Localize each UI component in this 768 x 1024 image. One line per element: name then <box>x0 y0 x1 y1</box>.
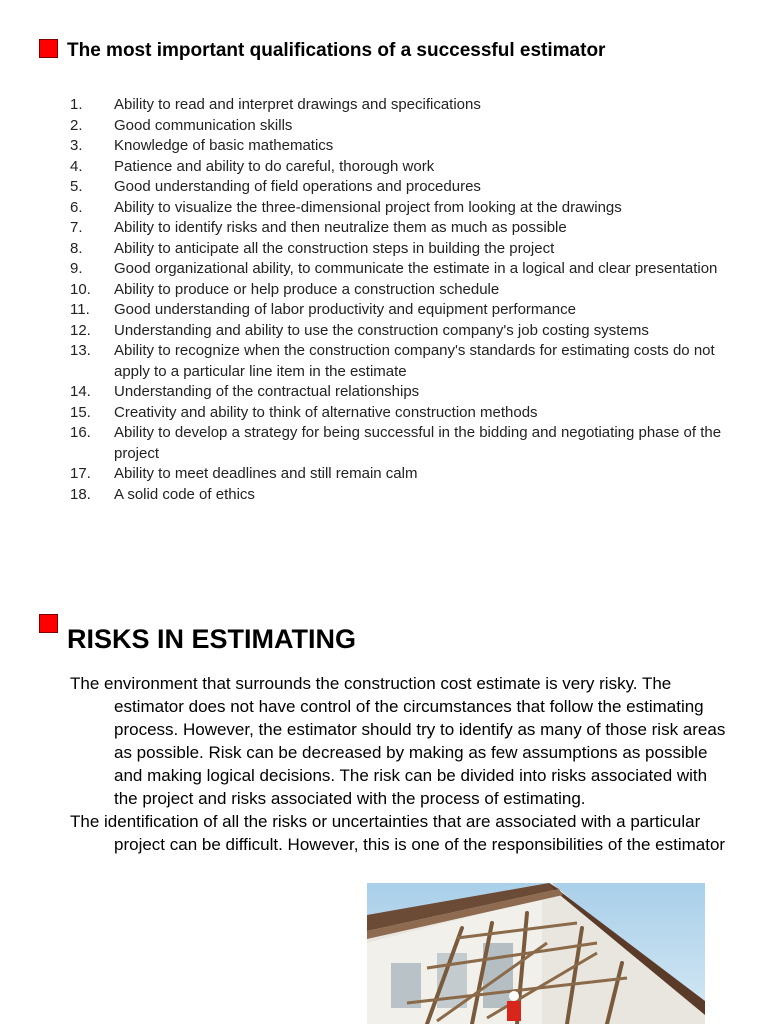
qualification-text: Understanding of the contractual relationships <box>114 383 420 400</box>
red-square-bullet-icon <box>39 614 58 633</box>
risks-paragraph: The identification of all the risks or uncertainties that are associated with a particular project can be difficult. However, this is one of the responsibilities of the estimator <box>70 812 726 854</box>
qualification-text: Ability to produce or help produce a construction schedule <box>114 280 500 298</box>
list-number: 17. <box>70 465 91 482</box>
qualification-item <box>70 218 740 239</box>
qualification-text: Ability to recognize when the construction company's standards for estimating costs do not apply to a particular line item in the estimate <box>114 342 715 380</box>
qualification-item <box>70 341 740 382</box>
qualification-item <box>70 95 740 116</box>
qualification-item <box>70 321 740 342</box>
qualification-text: Good organizational ability, to communicate the estimate in a logical and clear presentation <box>114 260 718 277</box>
qualification-text: Good understanding of field operations and procedures <box>114 178 481 195</box>
red-square-bullet-icon <box>39 39 58 58</box>
list-number: 13. <box>70 342 91 359</box>
qualification-text: Patience and ability to do careful, thorough work <box>114 157 435 175</box>
list-number: 9. <box>70 260 83 277</box>
qualification-item <box>70 403 740 424</box>
list-number: 11. <box>70 301 90 318</box>
qualification-item <box>70 423 740 464</box>
qualification-text: Ability to read and interpret drawings and specifications <box>114 96 481 113</box>
qualification-item <box>70 464 740 485</box>
list-number: 10. <box>70 280 91 298</box>
qualification-text: A solid code of ethics <box>114 485 255 503</box>
qualification-item <box>70 177 740 198</box>
construction-scaffolding-photo <box>367 883 705 1024</box>
qualification-item <box>70 382 740 403</box>
list-number: 14. <box>70 383 91 400</box>
list-number: 2. <box>70 116 83 134</box>
qualification-text: Good communication skills <box>114 116 293 134</box>
section-title-risks: RISKS IN ESTIMATING <box>67 624 357 654</box>
qualification-text: Good understanding of labor productivity and equipment performance <box>114 301 576 318</box>
qualification-text: Understanding and ability to use the construction company's job costing systems <box>114 321 649 339</box>
list-number: 4. <box>70 157 83 175</box>
qualification-item <box>70 157 740 178</box>
qualification-item <box>70 259 740 280</box>
qualification-text: Creativity and ability to think of alternative construction methods <box>114 403 538 421</box>
list-number: 18. <box>70 485 91 503</box>
list-number: 8. <box>70 239 83 257</box>
list-number: 5. <box>70 178 83 195</box>
list-number: 7. <box>70 219 83 236</box>
qualification-text: Ability to visualize the three-dimensional project from looking at the drawings <box>114 198 622 216</box>
risks-body-text <box>70 672 732 856</box>
list-number: 3. <box>70 137 83 154</box>
list-number: 16. <box>70 424 91 441</box>
qualification-text: Ability to identify risks and then neutralize them as much as possible <box>114 219 567 236</box>
qualification-text: Ability to develop a strategy for being successful in the bidding and negotiating phase of the project <box>114 424 722 462</box>
list-number: 15. <box>70 403 91 421</box>
qualification-item <box>70 300 740 321</box>
qualifications-list <box>70 95 740 505</box>
qualification-item <box>70 198 740 219</box>
qualification-item <box>70 116 740 137</box>
qualification-item <box>70 280 740 301</box>
qualification-item <box>70 239 740 260</box>
section-title-qualifications: The most important qualifications of a successful estimator <box>67 40 606 61</box>
qualification-text: Ability to meet deadlines and still remain calm <box>114 465 418 482</box>
list-number: 12. <box>70 321 91 339</box>
qualification-text: Ability to anticipate all the construction steps in building the project <box>114 239 555 257</box>
list-number: 1. <box>70 96 83 113</box>
qualification-text: Knowledge of basic mathematics <box>114 137 334 154</box>
risks-paragraph: The environment that surrounds the construction cost estimate is very risky. The estimator does not have control of the circumstances that follow the estimating process. However, the estimator should try to identify as many of those risk areas as possible. Risk can be decreased by making as few assumptions as possible and making logical decisions. The risk can be divided into risks associated with the project and risks associated with the process of estimating. <box>70 674 726 808</box>
list-number: 6. <box>70 198 83 216</box>
qualification-item <box>70 136 740 157</box>
qualification-item <box>70 485 740 506</box>
